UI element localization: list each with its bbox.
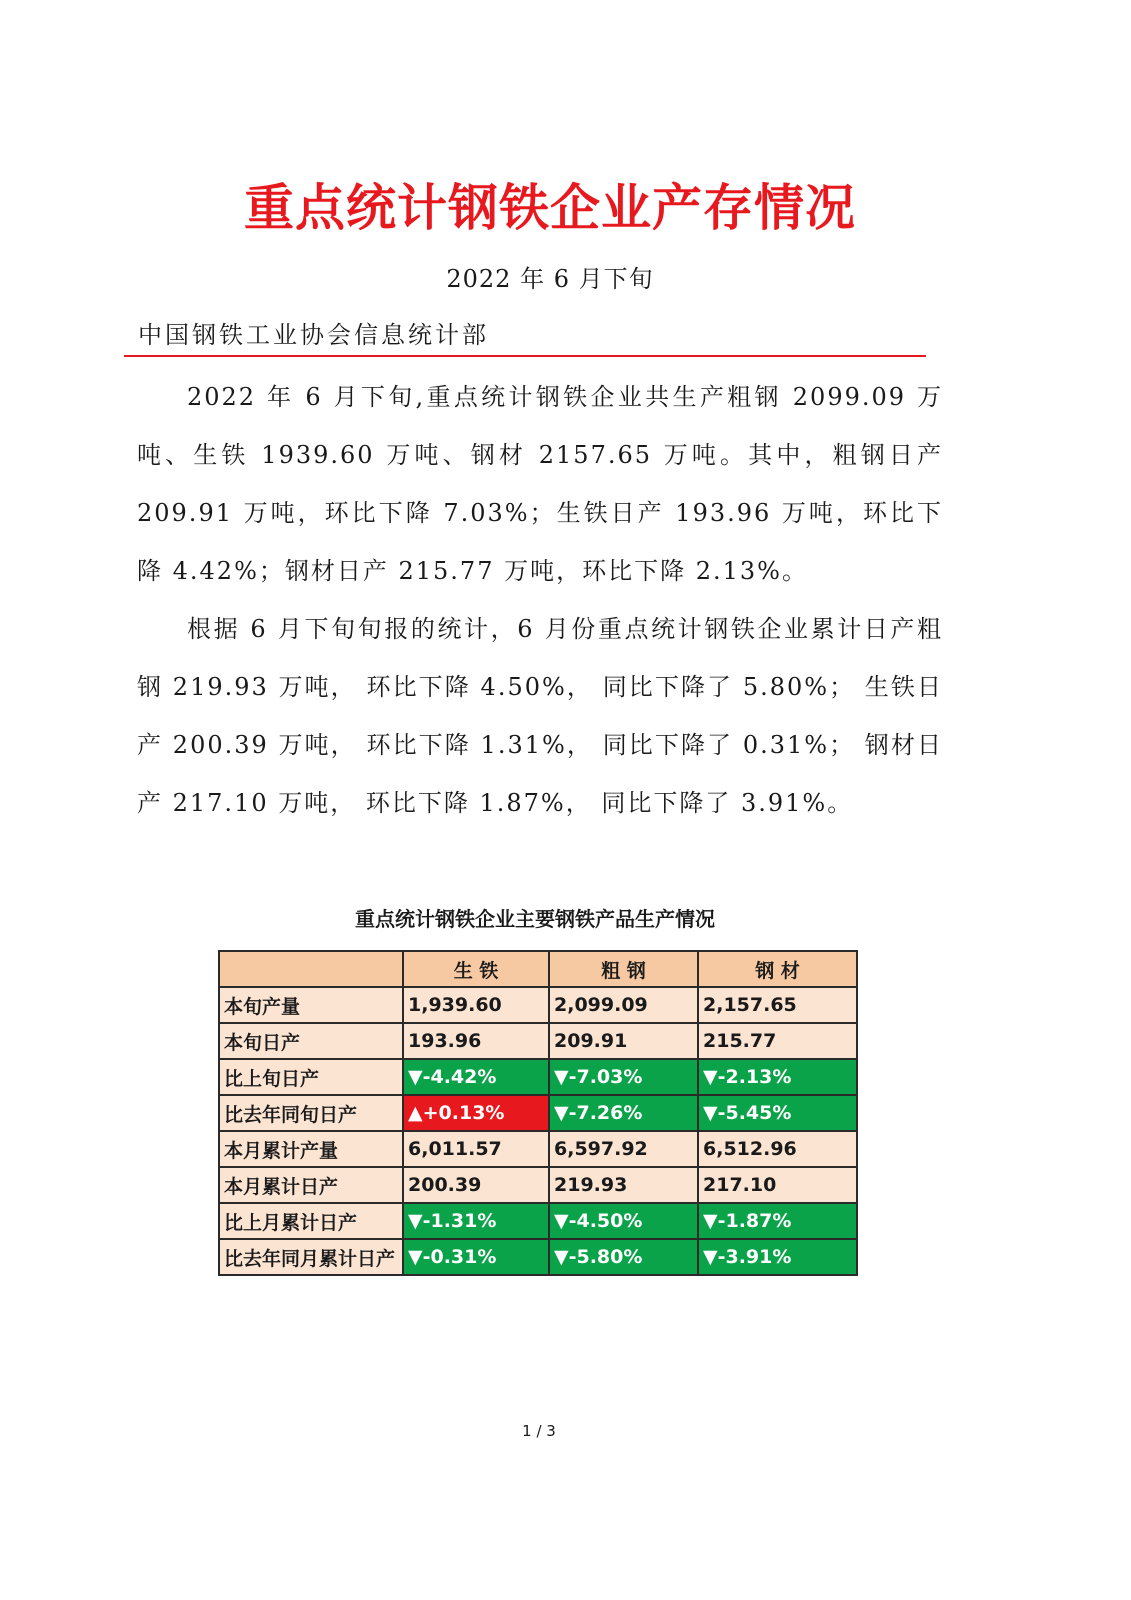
table-cell: ▼-1.87% bbox=[698, 1203, 857, 1239]
table-cell: 2,099.09 bbox=[549, 987, 698, 1023]
table-cell: ▲+0.13% bbox=[403, 1095, 549, 1131]
table-row bbox=[219, 987, 857, 1023]
column-header-crude-steel: 粗 钢 bbox=[549, 951, 698, 987]
summary-paragraph-2: 根据 6 月下旬旬报的统计，6 月份重点统计钢铁企业累计日产粗钢 219.93 万吨， 环比下降 4.50%， 同比下降了 5.80%； 生铁日产 200.39 万吨， 环比下降 1.31%， 同比下降了 0.31%； 钢材日产 217.10 万吨， 环比下降 1.87%， 同比下降了 3.91%。 bbox=[137, 615, 943, 817]
row-label: 本旬产量 bbox=[219, 987, 403, 1023]
row-label: 本旬日产 bbox=[219, 1023, 403, 1059]
table-cell: 209.91 bbox=[549, 1023, 698, 1059]
table-cell: ▼-4.42% bbox=[403, 1059, 549, 1095]
summary-paragraph-1: 2022 年 6 月下旬,重点统计钢铁企业共生产粗钢 2099.09 万吨、生铁 1939.60 万吨、钢材 2157.65 万吨。其中，粗钢日产 209.91 万吨，环比下降 7.03%；生铁日产 193.96 万吨，环比下降 4.42%；钢材日产 215.77 万吨，环比下降 2.13%。 bbox=[137, 383, 943, 585]
table-cell: ▼-7.03% bbox=[549, 1059, 698, 1095]
column-header-pig-iron: 生 铁 bbox=[403, 951, 549, 987]
table-cell: ▼-0.31% bbox=[403, 1239, 549, 1275]
table-cell: ▼-2.13% bbox=[698, 1059, 857, 1095]
table-cell: ▼-7.26% bbox=[549, 1095, 698, 1131]
table-row bbox=[219, 1023, 857, 1059]
page-number: 1 / 3 bbox=[522, 1422, 556, 1440]
header-divider bbox=[124, 355, 926, 357]
document-date: 2022 年 6 月下旬 bbox=[446, 265, 654, 293]
table-cell: 2,157.65 bbox=[698, 987, 857, 1023]
table-cell: ▼-4.50% bbox=[549, 1203, 698, 1239]
row-label: 本月累计产量 bbox=[219, 1131, 403, 1167]
table-body bbox=[219, 987, 857, 1275]
table-cell: 6,011.57 bbox=[403, 1131, 549, 1167]
production-table bbox=[218, 950, 858, 1276]
table-cell: 200.39 bbox=[403, 1167, 549, 1203]
row-label: 比上旬日产 bbox=[219, 1059, 403, 1095]
table-cell: 217.10 bbox=[698, 1167, 857, 1203]
table-cell: ▼-1.31% bbox=[403, 1203, 549, 1239]
table-cell: 1,939.60 bbox=[403, 987, 549, 1023]
table-cell: 219.93 bbox=[549, 1167, 698, 1203]
issuing-organization: 中国钢铁工业协会信息统计部 bbox=[138, 321, 489, 349]
table-header-row bbox=[219, 951, 857, 987]
table-row bbox=[219, 1167, 857, 1203]
column-header-steel-products: 钢 材 bbox=[698, 951, 857, 987]
table-cell: 215.77 bbox=[698, 1023, 857, 1059]
row-label: 比上月累计日产 bbox=[219, 1203, 403, 1239]
table-cell: 6,597.92 bbox=[549, 1131, 698, 1167]
table-row bbox=[219, 1095, 857, 1131]
table-cell: ▼-5.80% bbox=[549, 1239, 698, 1275]
row-label: 比去年同旬日产 bbox=[219, 1095, 403, 1131]
table-cell: 193.96 bbox=[403, 1023, 549, 1059]
table-row bbox=[219, 1059, 857, 1095]
table-caption: 重点统计钢铁企业主要钢铁产品生产情况 bbox=[355, 907, 715, 931]
table-cell: ▼-5.45% bbox=[698, 1095, 857, 1131]
row-label: 比去年同月累计日产 bbox=[219, 1239, 403, 1275]
document-title: 重点统计钢铁企业产存情况 bbox=[244, 179, 856, 237]
table-corner-cell bbox=[219, 951, 403, 987]
table-cell: ▼-3.91% bbox=[698, 1239, 857, 1275]
row-label: 本月累计日产 bbox=[219, 1167, 403, 1203]
table-row bbox=[219, 1131, 857, 1167]
table-row bbox=[219, 1239, 857, 1275]
table-row bbox=[219, 1203, 857, 1239]
table-cell: 6,512.96 bbox=[698, 1131, 857, 1167]
